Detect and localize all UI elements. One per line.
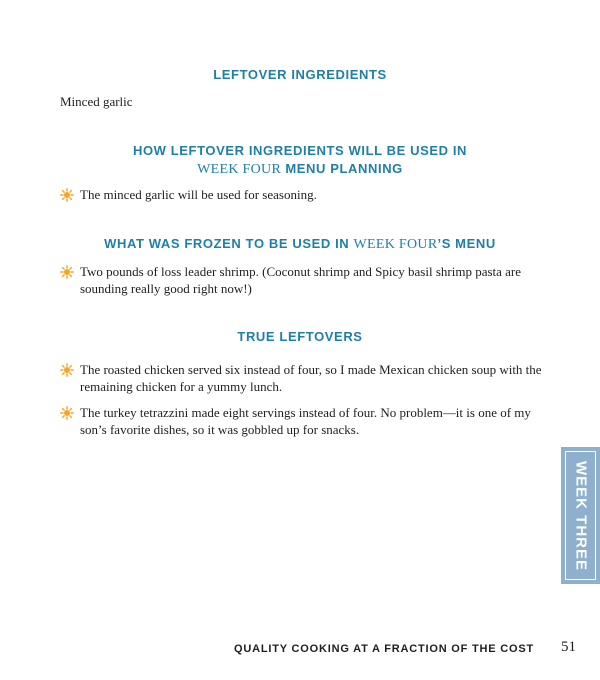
- heading-how-used-week-four: WEEK FOUR: [197, 162, 282, 177]
- week-tab: [561, 447, 600, 584]
- sun-bullet-icon: [60, 265, 74, 279]
- list-item: [60, 404, 544, 438]
- running-footer-title: QUALITY COOKING AT A FRACTION OF THE COST: [234, 643, 535, 655]
- page-number: 51: [561, 639, 576, 655]
- bullet-text: The turkey tetrazzini made eight servings instead of four. No problem—it is one of my son’s favorite dishes, so it was gobbled up for snacks.: [80, 405, 531, 437]
- sun-bullet-icon: [60, 188, 74, 202]
- heading-how-used-line1: HOW LEFTOVER INGREDIENTS WILL BE USED IN: [132, 143, 468, 158]
- heading-true-leftovers: TRUE LEFTOVERS: [237, 329, 363, 344]
- heading-frozen: [0, 235, 600, 254]
- leftover-ingredients-text: Minced garlic: [60, 94, 133, 109]
- heading-how-used-line2: MENU PLANNING: [285, 161, 403, 176]
- list-item: [60, 263, 544, 297]
- list-item: [60, 361, 544, 395]
- heading-frozen-part2: ’S MENU: [437, 236, 496, 251]
- sun-bullet-icon: [60, 363, 74, 377]
- heading-frozen-part1: WHAT WAS FROZEN TO BE USED IN: [104, 236, 350, 251]
- week-tab-label: WEEK THREE: [572, 460, 589, 571]
- bullet-text: The minced garlic will be used for seasoning.: [80, 187, 317, 202]
- list-item: [60, 186, 544, 203]
- bullet-text: Two pounds of loss leader shrimp. (Coconut shrimp and Spicy basil shrimp pasta are sounding really good right now!): [80, 264, 522, 296]
- heading-how-used: [0, 142, 600, 179]
- sun-bullet-icon: [60, 406, 74, 420]
- heading-frozen-week-four: WEEK FOUR: [353, 237, 438, 252]
- bullet-text: The roasted chicken served six instead of four, so I made Mexican chicken soup with the remaining chicken for a yummy lunch.: [80, 362, 542, 394]
- heading-leftover-ingredients: LEFTOVER INGREDIENTS: [213, 67, 387, 82]
